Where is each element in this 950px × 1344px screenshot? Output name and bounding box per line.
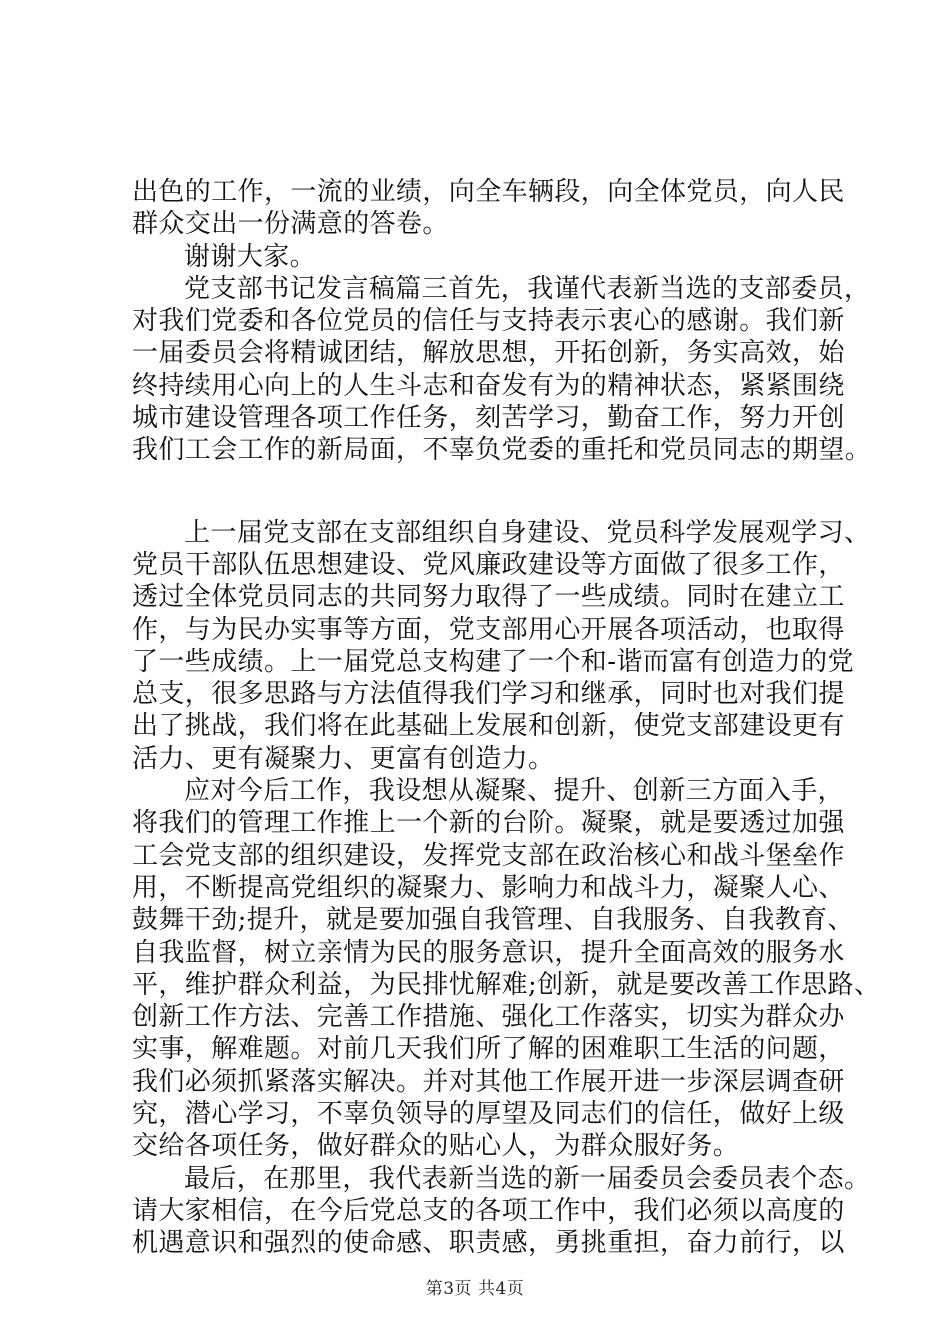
document-body	[132, 176, 881, 1260]
text-line: 我们工会工作的新局面，不辜负党委的重托和党员同志的期望。	[132, 435, 872, 466]
paragraph-thanks	[132, 241, 832, 273]
paragraph-plan	[132, 775, 881, 1163]
text-line: 总支，很多思路与方法值得我们学习和继承，同时也对我们提	[132, 679, 845, 710]
text-line: 创新工作方法、完善工作措施、强化工作落实，切实为群众办	[132, 1002, 845, 1033]
text-line: 党员干部队伍思想建设、党风廉政建设等方面做了很多工作，	[132, 549, 845, 580]
text-line: 一届委员会将精诚团结，解放思想，开拓创新，务实高效，始	[132, 338, 845, 369]
paragraph-review	[132, 517, 871, 775]
text-line: 自我监督，树立亲情为民的服务意识，提升全面高效的服务水	[132, 937, 845, 968]
text-line: 出了挑战，我们将在此基础上发展和创新，使党支部建设更有	[132, 711, 845, 742]
text-line: 活力、更有凝聚力、更富有创造力。	[132, 743, 555, 774]
text-line: 群众交出一份满意的答卷。	[132, 209, 449, 240]
text-line: 最后，在那里，我代表新当选的新一届委员会委员表个态。	[184, 1163, 871, 1194]
text-line: 作，与为民办实事等方面，党支部用心开展各项活动，也取得	[132, 614, 845, 645]
text-line: 上一届党支部在支部组织自身建设、党员科学发展观学习、	[184, 517, 871, 548]
text-line: 我们必须抓紧落实解决。并对其他工作展开进一步深层调查研	[132, 1066, 845, 1097]
text-line: 平，维护群众利益，为民排忧解难;创新，就是要改善工作思路、	[132, 969, 881, 1000]
text-line: 出色的工作，一流的业绩，向全车辆段，向全体党员，向人民	[132, 177, 845, 207]
text-line: 实事，解难题。对前几天我们所了解的困难职工生活的问题，	[132, 1034, 845, 1065]
text-line: 城市建设管理各项工作任务，刻苦学习，勤奋工作，努力开创	[132, 403, 845, 434]
paragraph-spacer	[132, 467, 832, 517]
text-line: 鼓舞干劲;提升，就是要加强自我管理、自我服务、自我教育、	[132, 905, 854, 936]
paragraph-opening	[132, 273, 872, 467]
text-line: 应对今后工作，我设想从凝聚、提升、创新三方面入手，	[184, 776, 845, 807]
text-line: 用，不断提高党组织的凝聚力、影响力和战斗力，凝聚人心、	[132, 872, 845, 903]
text-line: 了一些成绩。上一届党总支构建了一个和-谐而富有创造力的党	[132, 646, 854, 677]
paragraph-continuation	[132, 176, 845, 241]
text-line: 党支部书记发言稿篇三首先，我谨代表新当选的支部委员，	[184, 273, 871, 304]
page-number-footer: 第3页 共4页	[425, 1279, 525, 1299]
text-line: 谢谢大家。	[184, 241, 317, 272]
text-line: 究，潜心学习，不辜负领导的厚望及同志们的信任，做好上级	[132, 1099, 845, 1130]
text-line: 终持续用心向上的人生斗志和奋发有为的精神状态，紧紧围绕	[132, 370, 845, 401]
text-line: 请大家相信，在今后党总支的各项工作中，我们必须以高度的	[132, 1195, 845, 1226]
text-line: 工会党支部的组织建设，发挥党支部在政治核心和战斗堡垒作	[132, 840, 845, 871]
text-line: 对我们党委和各位党员的信任与支持表示衷心的感谢。我们新	[132, 306, 845, 337]
paragraph-closing	[132, 1163, 871, 1260]
text-line: 机遇意识和强烈的使命感、职责感，勇挑重担，奋力前行，以	[132, 1228, 845, 1259]
text-line: 将我们的管理工作推上一个新的台阶。凝聚，就是要透过加强	[132, 808, 845, 839]
text-line: 透过全体党员同志的共同努力取得了一些成绩。同时在建立工	[132, 582, 845, 613]
text-line: 交给各项任务，做好群众的贴心人，为群众服好务。	[132, 1131, 740, 1162]
